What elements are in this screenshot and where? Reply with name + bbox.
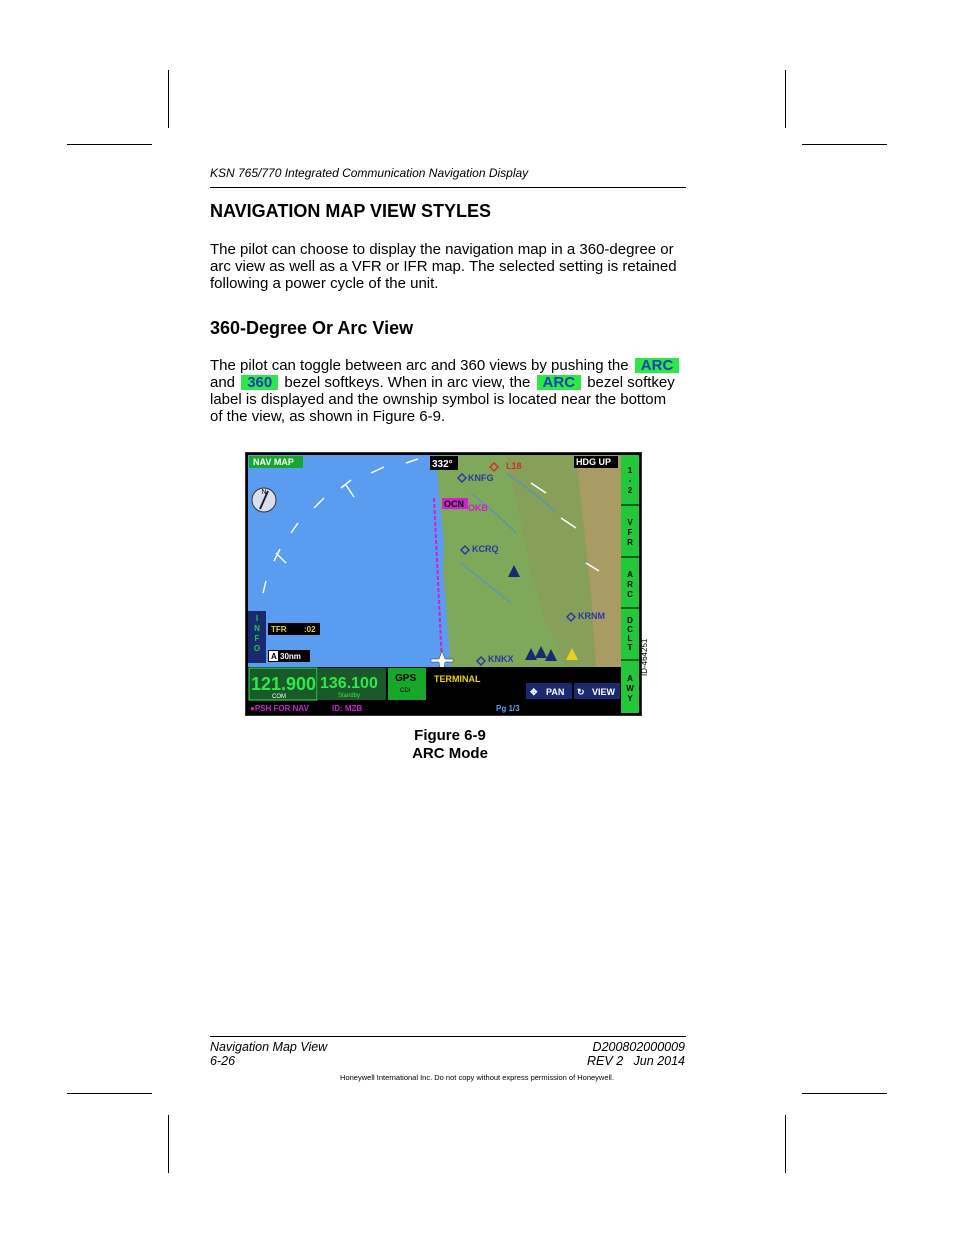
arc-softkey-label: ARC <box>537 375 582 390</box>
paragraph-text: bezel softkeys. When in arc view, the <box>284 374 531 391</box>
waypoint-label: KNFG <box>468 473 494 483</box>
footer-revision: REV 2 Jun 2014 <box>587 1054 685 1068</box>
svg-text:N: N <box>261 489 267 496</box>
svg-text:C: C <box>627 590 633 599</box>
running-header: KSN 765/770 Integrated Communication Navigation Display <box>210 166 529 180</box>
paragraph-text: bezel softkey <box>587 374 675 391</box>
paragraph-line: The pilot can choose to display the navigation map in a 360-degree or <box>210 241 674 258</box>
waypoint-label: KCRQ <box>472 544 499 554</box>
standby-label: Standby <box>338 693 361 699</box>
svg-text:O: O <box>253 644 261 653</box>
svg-text:W: W <box>626 684 634 693</box>
svg-text:C: C <box>627 625 633 634</box>
crop-mark <box>168 70 169 128</box>
header-rule <box>210 187 686 188</box>
crop-mark <box>67 144 152 145</box>
figure-title: ARC Mode <box>412 745 488 762</box>
arc-mode-screen <box>245 452 642 716</box>
crop-mark <box>785 1115 786 1173</box>
waypoint-label: OCN <box>444 499 464 509</box>
heading-readout: 332° <box>432 459 453 470</box>
crop-mark <box>785 70 786 128</box>
range-readout: 30nm <box>280 652 301 661</box>
softkey-awy: A <box>627 674 633 683</box>
page-indicator: Pg 1/3 <box>496 704 520 713</box>
360-softkey-label: 360 <box>241 375 278 390</box>
svg-text:✥: ✥ <box>530 687 538 697</box>
terminal-label: TERMINAL <box>434 674 481 684</box>
paragraph-line: of the view, as shown in Figure 6-9. <box>210 408 446 425</box>
svg-text:R: R <box>627 538 633 547</box>
softkey-vfr: V <box>627 518 633 527</box>
tfr-label: TFR <box>271 625 287 634</box>
waypoint-label: KRNM <box>578 611 605 621</box>
softkey-arc: A <box>627 570 633 579</box>
cdi-label: CDI <box>400 688 411 694</box>
softkey-dclt: D <box>627 616 633 625</box>
svg-text:Y: Y <box>627 694 633 703</box>
footer-rule <box>210 1036 686 1037</box>
svg-text:N: N <box>254 624 260 633</box>
crop-mark <box>168 1115 169 1173</box>
com-frequency: 121.900 <box>251 674 317 694</box>
psh-for-nav: ●PSH FOR NAV <box>250 704 309 713</box>
svg-text:F: F <box>627 528 633 537</box>
waypoint-label: L18 <box>506 461 522 471</box>
range-letter: A <box>271 652 277 661</box>
paragraph-line: label is displayed and the ownship symbol is located near the bottom <box>210 391 667 408</box>
figure-number: Figure 6-9 <box>414 727 486 744</box>
section-title: NAVIGATION MAP VIEW STYLES <box>210 201 492 221</box>
gps-label: GPS <box>395 673 417 684</box>
section-paragraph <box>210 241 690 292</box>
svg-text:↻: ↻ <box>577 687 585 697</box>
crop-mark <box>802 144 887 145</box>
hdg-up-label: HDG UP <box>576 457 612 467</box>
svg-text:2: 2 <box>627 486 633 495</box>
softkey-1-2: 1 <box>627 466 633 475</box>
station-id: ID: MZB <box>332 704 363 713</box>
svg-text:-: - <box>628 476 632 485</box>
crop-mark <box>802 1093 887 1094</box>
footer-left-title: Navigation Map View <box>210 1040 328 1054</box>
copyright-notice: Honeywell International Inc. Do not copy without express permission of Honeywell. <box>340 1073 614 1082</box>
figure-id: ID-464251 <box>640 638 649 676</box>
tfr-time: :02 <box>304 625 316 634</box>
paragraph-text: and <box>210 374 236 391</box>
svg-text:L: L <box>627 634 633 643</box>
footer-page-number: 6-26 <box>210 1054 236 1068</box>
svg-text:I: I <box>255 614 259 623</box>
svg-text:F: F <box>254 634 260 643</box>
standby-frequency: 136.100 <box>320 675 378 692</box>
com-label: COM <box>272 694 286 700</box>
subsection-paragraph <box>210 357 690 425</box>
subsection-title: 360-Degree Or Arc View <box>210 318 414 338</box>
footer-doc-number: D200802000009 <box>592 1040 685 1054</box>
waypoint-label: OKB <box>468 503 488 513</box>
paragraph-line: following a power cycle of the unit. <box>210 275 439 292</box>
svg-text:T: T <box>627 643 633 652</box>
paragraph-text: The pilot can toggle between arc and 360 views by pushing the <box>210 357 629 374</box>
arc-softkey-label: ARC <box>635 358 680 373</box>
paragraph-line: arc view as well as a VFR or IFR map. The selected setting is retained <box>210 258 677 275</box>
crop-mark <box>67 1093 152 1094</box>
nav-map-image <box>246 453 641 715</box>
nav-map-label: NAV MAP <box>253 457 294 467</box>
waypoint-label: KNKX <box>488 654 514 664</box>
svg-text:R: R <box>627 580 633 589</box>
pan-label: PAN <box>546 687 565 697</box>
view-label: VIEW <box>592 687 616 697</box>
